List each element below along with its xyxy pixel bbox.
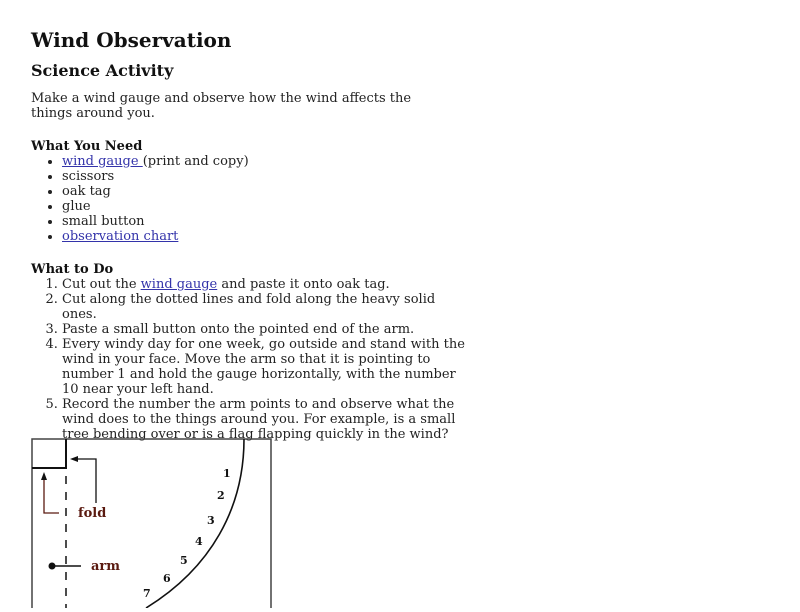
step-item: 3. Paste a small button onto the pointed end of the arm. [62, 322, 471, 337]
list-item-text: (print and copy) [142, 154, 249, 169]
wind-gauge-diagram [31, 438, 272, 608]
what-to-do-heading: What to Do [31, 262, 114, 277]
what-you-need-heading: What You Need [31, 139, 143, 154]
svg-text:5: 5 [180, 554, 188, 567]
step-text: and paste it onto oak tag. [217, 277, 390, 292]
page-subtitle: Science Activity [31, 61, 174, 80]
arrowhead-left-icon [70, 456, 78, 462]
svg-text:3: 3 [207, 514, 215, 527]
step-item [62, 277, 471, 292]
what-you-need-section [31, 139, 471, 244]
fold-arrow-left [44, 476, 59, 513]
fold-arrow-right [75, 459, 96, 503]
arm-label: arm [91, 559, 121, 574]
list-item-oak-tag: • oak tag [62, 184, 471, 199]
list-item-glue: • glue [62, 199, 471, 214]
svg-text:7: 7 [143, 587, 151, 600]
page-title: Wind Observation [31, 28, 232, 52]
materials-list [31, 154, 471, 244]
fold-label: fold [78, 506, 107, 521]
step-text: Cut out the [62, 277, 141, 292]
what-to-do-section [31, 262, 471, 442]
list-item-wind-gauge [62, 154, 471, 169]
list-item-observation-chart [62, 229, 471, 244]
list-item-small-button: • small button [62, 214, 471, 229]
step-item: 4. Every windy day for one week, go outside and stand with the wind in your face. Move the arm so that it is pointing to number 1 and hold the gauge horizontally, with the number 10 near your left hand. [62, 337, 471, 397]
step-item: 5. Record the number the arm points to and observe what the wind does to the things around you. For example, is a small tree bending over or is a flag flapping quickly in the wind? [62, 397, 471, 442]
arrowhead-up-icon [41, 472, 47, 480]
wind-gauge-image [31, 438, 272, 608]
scale-numbers [143, 467, 231, 600]
list-item-scissors: • scissors [62, 169, 471, 184]
intro-text: Make a wind gauge and observe how the wind affects the things around you. [31, 91, 412, 121]
svg-text:2: 2 [217, 489, 225, 502]
wind-gauge-link[interactable]: wind gauge [62, 154, 143, 169]
steps-list [31, 277, 471, 442]
wind-gauge-step-link[interactable]: wind gauge [140, 277, 218, 292]
diagram-border [32, 439, 271, 608]
fold-square [32, 439, 66, 468]
svg-text:1: 1 [223, 467, 231, 480]
step-item: 2. Cut along the dotted lines and fold along the heavy solid ones. [62, 292, 471, 322]
svg-text:6: 6 [163, 572, 171, 585]
observation-chart-link[interactable]: observation chart [62, 229, 179, 244]
gauge-scale-arc [146, 439, 244, 608]
svg-text:4: 4 [195, 535, 203, 548]
